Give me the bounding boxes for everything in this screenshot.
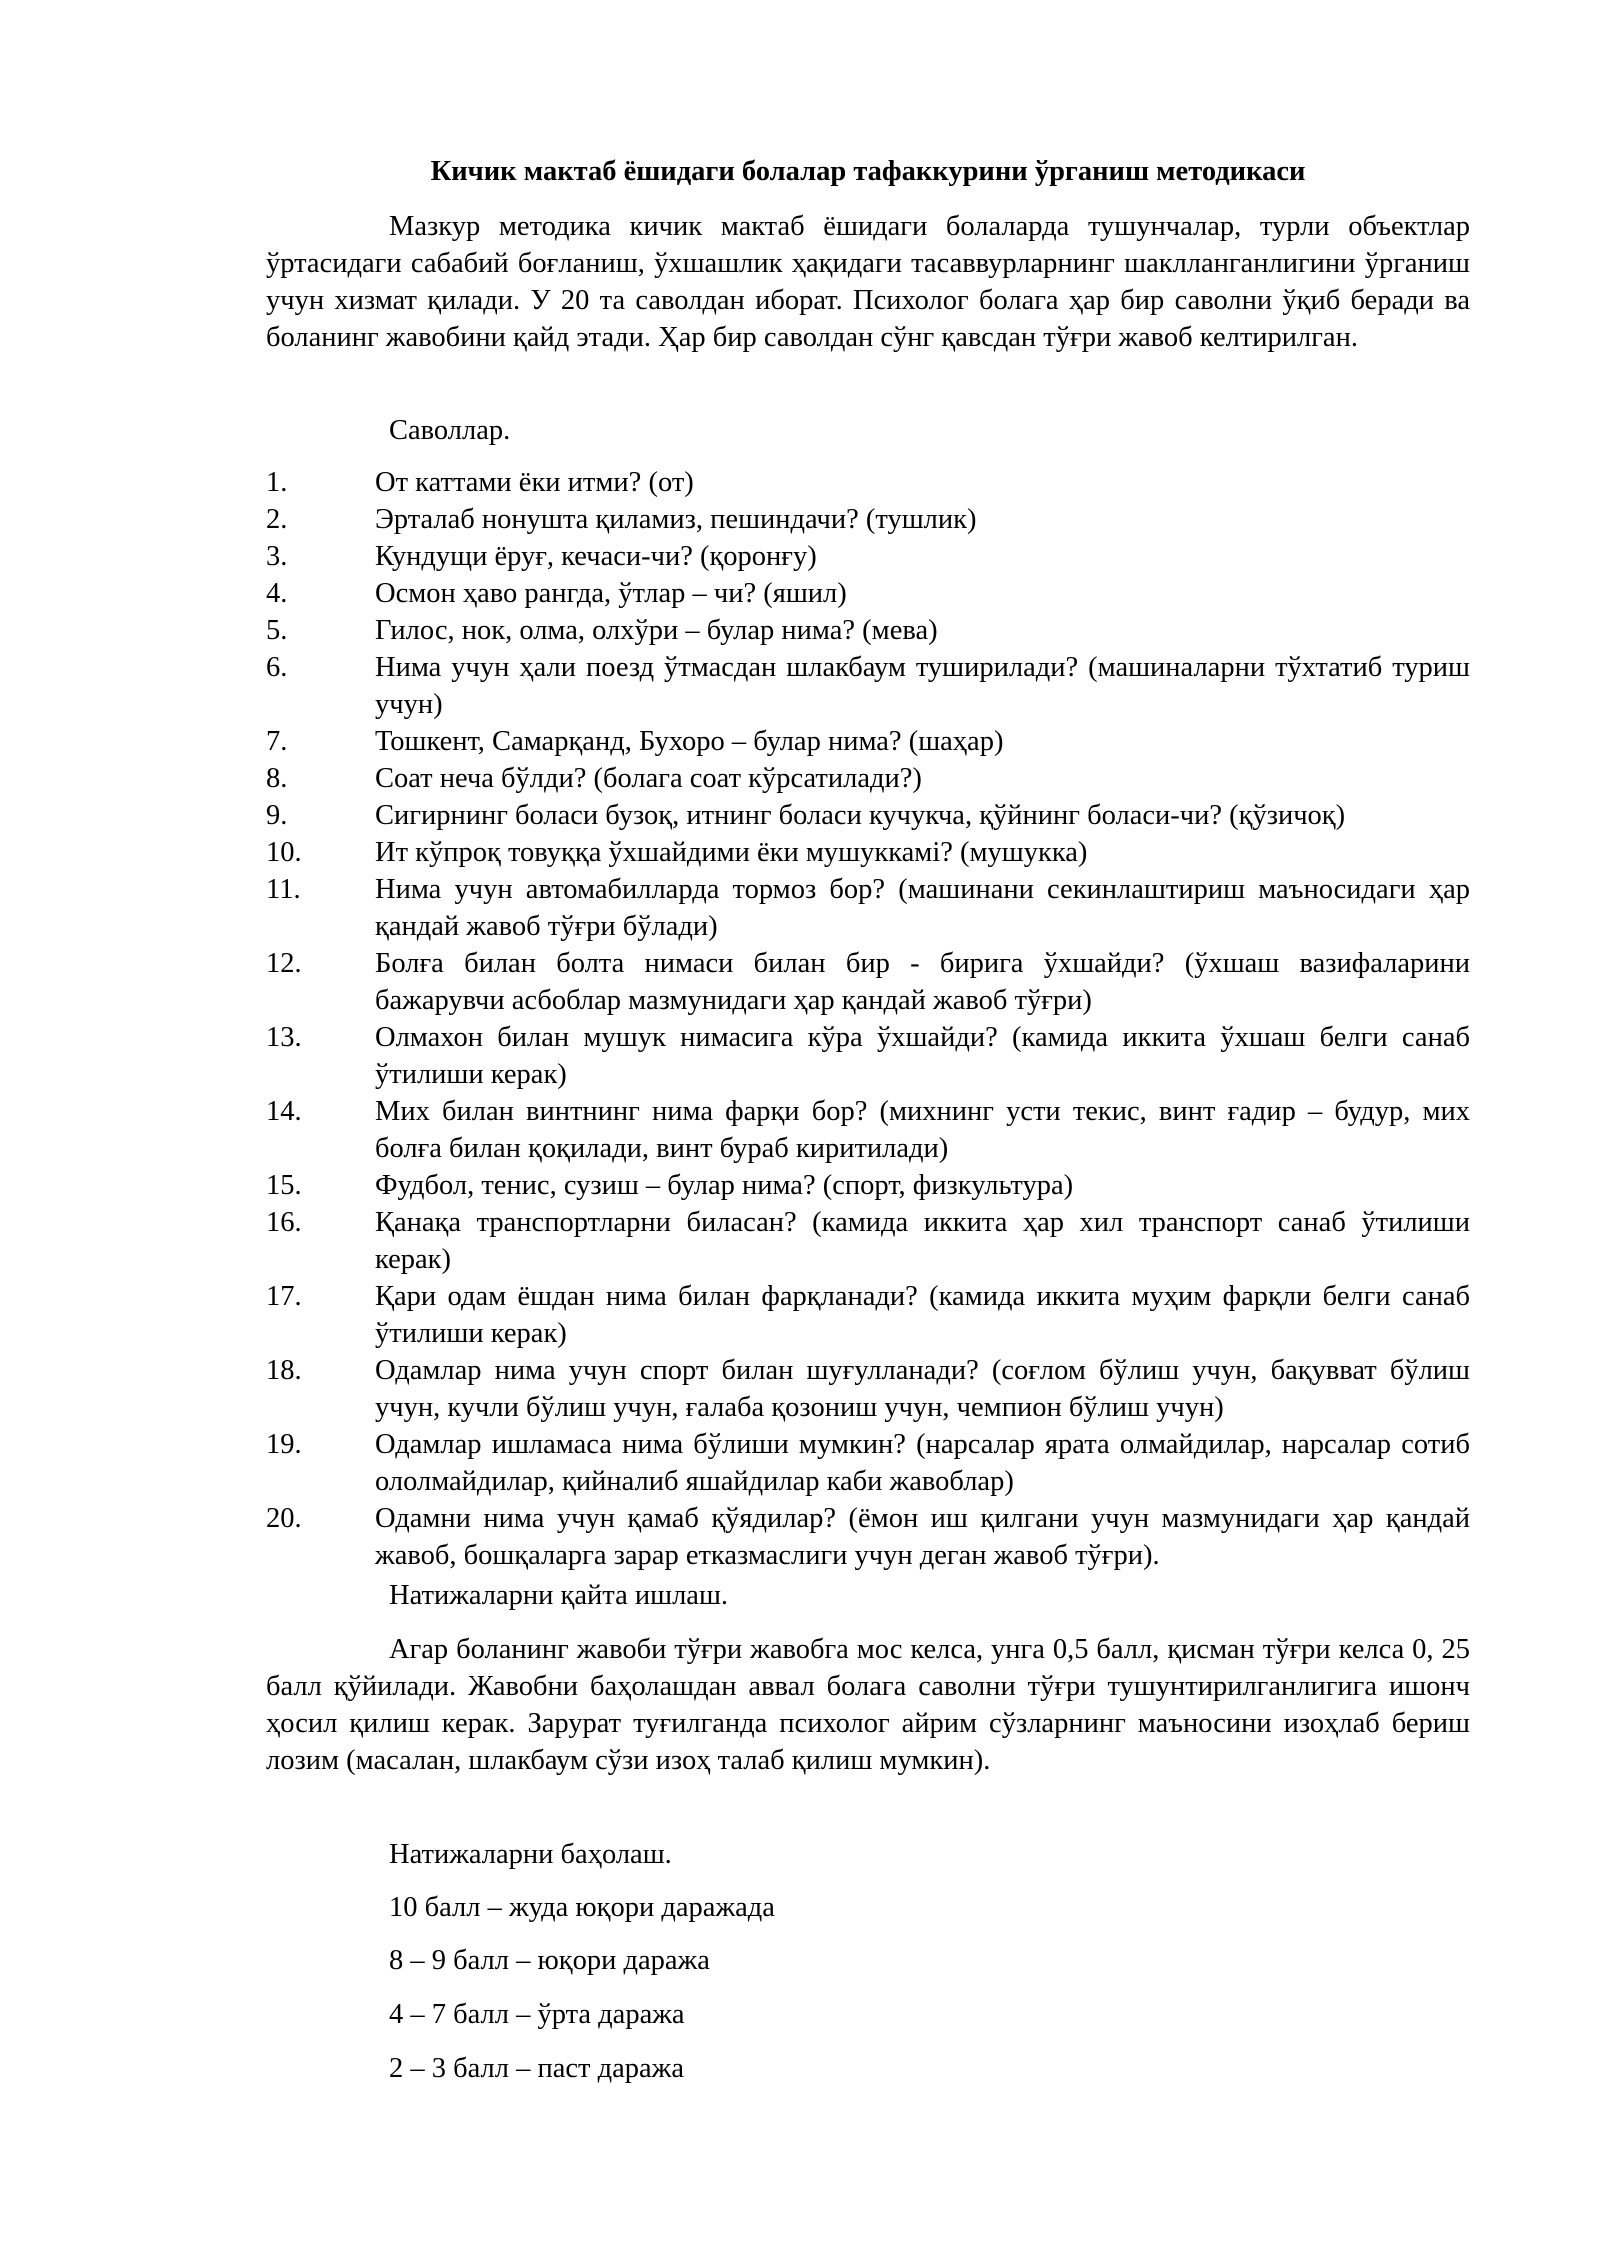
question-number: 16. xyxy=(266,1207,302,1238)
question-text: Нима учун ҳали поезд ўтмасдан шлакбаум туширилади? (машиналарни тўхтатиб туриш учун) xyxy=(375,652,1470,720)
question-text: Одамлар ишламаса нима бўлиши мумкин? (нарсалар ярата олмайдилар, нарсалар сотиб ололмайдилар, қийналиб яшайдилар каби жавоблар) xyxy=(375,1429,1470,1497)
question-item xyxy=(266,1204,1470,1278)
question-number: 9. xyxy=(266,800,288,831)
question-number: 10. xyxy=(266,837,302,868)
question-item xyxy=(266,1352,1470,1426)
question-item xyxy=(266,464,1470,501)
question-number: 7. xyxy=(266,726,288,757)
question-item xyxy=(266,723,1470,760)
question-item xyxy=(266,1426,1470,1500)
question-number: 18. xyxy=(266,1355,302,1386)
score-line: 4 – 7 балл – ўрта даража xyxy=(389,1999,685,2030)
question-text: Нима учун автомабилларда тормоз бор? (машинани секинлаштириш маъносидаги ҳар қандай жавоб тўғри бўлади) xyxy=(375,874,1470,942)
question-number: 19. xyxy=(266,1429,302,1460)
question-item xyxy=(266,1093,1470,1167)
question-number: 8. xyxy=(266,763,288,794)
score-line: 2 – 3 балл – паст даража xyxy=(389,2053,684,2084)
score-line: 10 балл – жуда юқори даражада xyxy=(389,1892,775,1923)
question-text: Олмахон билан мушук нимасига кўра ўхшайди? (камида иккита ўхшаш белги санаб ўтилиши керак) xyxy=(375,1022,1470,1090)
processing-heading: Натижаларни қайта ишлаш. xyxy=(389,1580,729,1611)
question-item xyxy=(266,834,1470,871)
question-item xyxy=(266,871,1470,945)
document-title: Кичик мактаб ёшидаги болалар тафаккурини ўрганиш методикаси xyxy=(430,156,1306,187)
question-number: 1. xyxy=(266,467,288,498)
question-text: Болға билан болта нимаси билан бир - бирига ўхшайди? (ўхшаш вазифаларини бажарувчи асбоблар мазмунидаги ҳар қандай жавоб тўғри) xyxy=(375,948,1470,1016)
question-text: Қари одам ёшдан нима билан фарқланади? (камида иккита муҳим фарқли белги санаб ўтилиши керак) xyxy=(375,1281,1470,1349)
question-number: 2. xyxy=(266,504,288,535)
processing-paragraph: Агар боланинг жавоби тўғри жавобга мос келса, унга 0,5 балл, қисман тўғри келса 0, 25 балл қўйилади. Жавобни баҳолашдан аввал болага саволни тўғри тушунтирилганлигига ишонч ҳосил қилиш керак. Зарурат туғилганда психолог айрим сўзларнинг маъносини изоҳлаб бериш лозим (масалан, шлакбаум сўзи изоҳ талаб қилиш мумкин). xyxy=(266,1634,1470,1776)
questions-heading: Саволлар. xyxy=(389,415,511,446)
question-text: Сигирнинг боласи бузоқ, итнинг боласи кучукча, қўйнинг боласи-чи? (қўзичоқ) xyxy=(375,800,1346,831)
question-item xyxy=(266,1278,1470,1352)
question-number: 20. xyxy=(266,1503,302,1534)
question-text: Тошкент, Самарқанд, Бухоро – булар нима? (шаҳар) xyxy=(375,726,1004,757)
question-text: Мих билан винтнинг нима фарқи бор? (михнинг усти текис, винт ғадир – будур, мих болға билан қоқилади, винт бураб киритилади) xyxy=(375,1096,1470,1164)
question-item xyxy=(266,945,1470,1019)
question-item xyxy=(266,760,1470,797)
question-text: Одамлар нима учун спорт билан шуғулланади? (соғлом бўлиш учун, бақувват бўлиш учун, кучли бўлиш учун, ғалаба қозониш учун, чемпион бўлиш учун) xyxy=(375,1355,1470,1423)
question-number: 12. xyxy=(266,948,302,979)
question-text: Осмон ҳаво рангда, ўтлар – чи? (яшил) xyxy=(375,578,847,609)
question-item xyxy=(266,797,1470,834)
score-line: 8 – 9 балл – юқори даража xyxy=(389,1945,710,1976)
question-text: Қанақа транспортларни биласан? (камида иккита ҳар хил транспорт санаб ўтилиши керак) xyxy=(375,1207,1470,1275)
question-item xyxy=(266,1019,1470,1093)
question-item xyxy=(266,1500,1470,1574)
question-text: Кундущи ёруғ, кечаси-чи? (қоронғу) xyxy=(375,541,817,572)
question-item xyxy=(266,538,1470,575)
question-number: 13. xyxy=(266,1022,302,1053)
intro-paragraph: Мазкур методика кичик мактаб ёшидаги болаларда тушунчалар, турли объектлар ўртасидаги сабабий боғланиш, ўхшашлик ҳақидаги тасаввурларнинг шаклланганлигини ўрганиш учун хизмат қилади. У 20 та саволдан иборат. Психолог болага ҳар бир саволни ўқиб беради ва боланинг жавобини қайд этади. Ҳар бир саволдан сўнг қавсдан тўғри жавоб келтирилган. xyxy=(266,211,1470,353)
question-text: Фудбол, тенис, сузиш – булар нима? (спорт, физкультура) xyxy=(375,1170,1074,1201)
question-item xyxy=(266,649,1470,723)
question-number: 17. xyxy=(266,1281,302,1312)
question-text: Гилос, нок, олма, олхўри – булар нима? (мева) xyxy=(375,615,938,646)
evaluation-heading: Натижаларни баҳолаш. xyxy=(389,1839,672,1870)
question-item xyxy=(266,1167,1470,1204)
question-item xyxy=(266,501,1470,538)
question-number: 3. xyxy=(266,541,288,572)
question-number: 6. xyxy=(266,652,288,683)
question-number: 14. xyxy=(266,1096,302,1127)
question-number: 4. xyxy=(266,578,288,609)
question-text: Ит кўпроқ товуққа ўхшайдими ёки мушуккамi? (мушукка) xyxy=(375,837,1088,868)
question-text: Одамни нима учун қамаб қўядилар? (ёмон иш қилгани учун мазмунидаги ҳар қандай жавоб, бошқаларга зарар етказмаслиги учун деган жавоб тўғри). xyxy=(375,1503,1470,1571)
question-number: 11. xyxy=(266,874,301,905)
question-item xyxy=(266,612,1470,649)
question-text: Соат неча бўлди? (болага соат кўрсатилади?) xyxy=(375,763,922,794)
question-item xyxy=(266,575,1470,612)
question-number: 15. xyxy=(266,1170,302,1201)
question-text: От каттами ёки итми? (от) xyxy=(375,467,694,498)
question-number: 5. xyxy=(266,615,288,646)
questions-list xyxy=(266,464,1470,1574)
question-text: Эрталаб нонушта қиламиз, пешиндачи? (тушлик) xyxy=(375,504,977,535)
